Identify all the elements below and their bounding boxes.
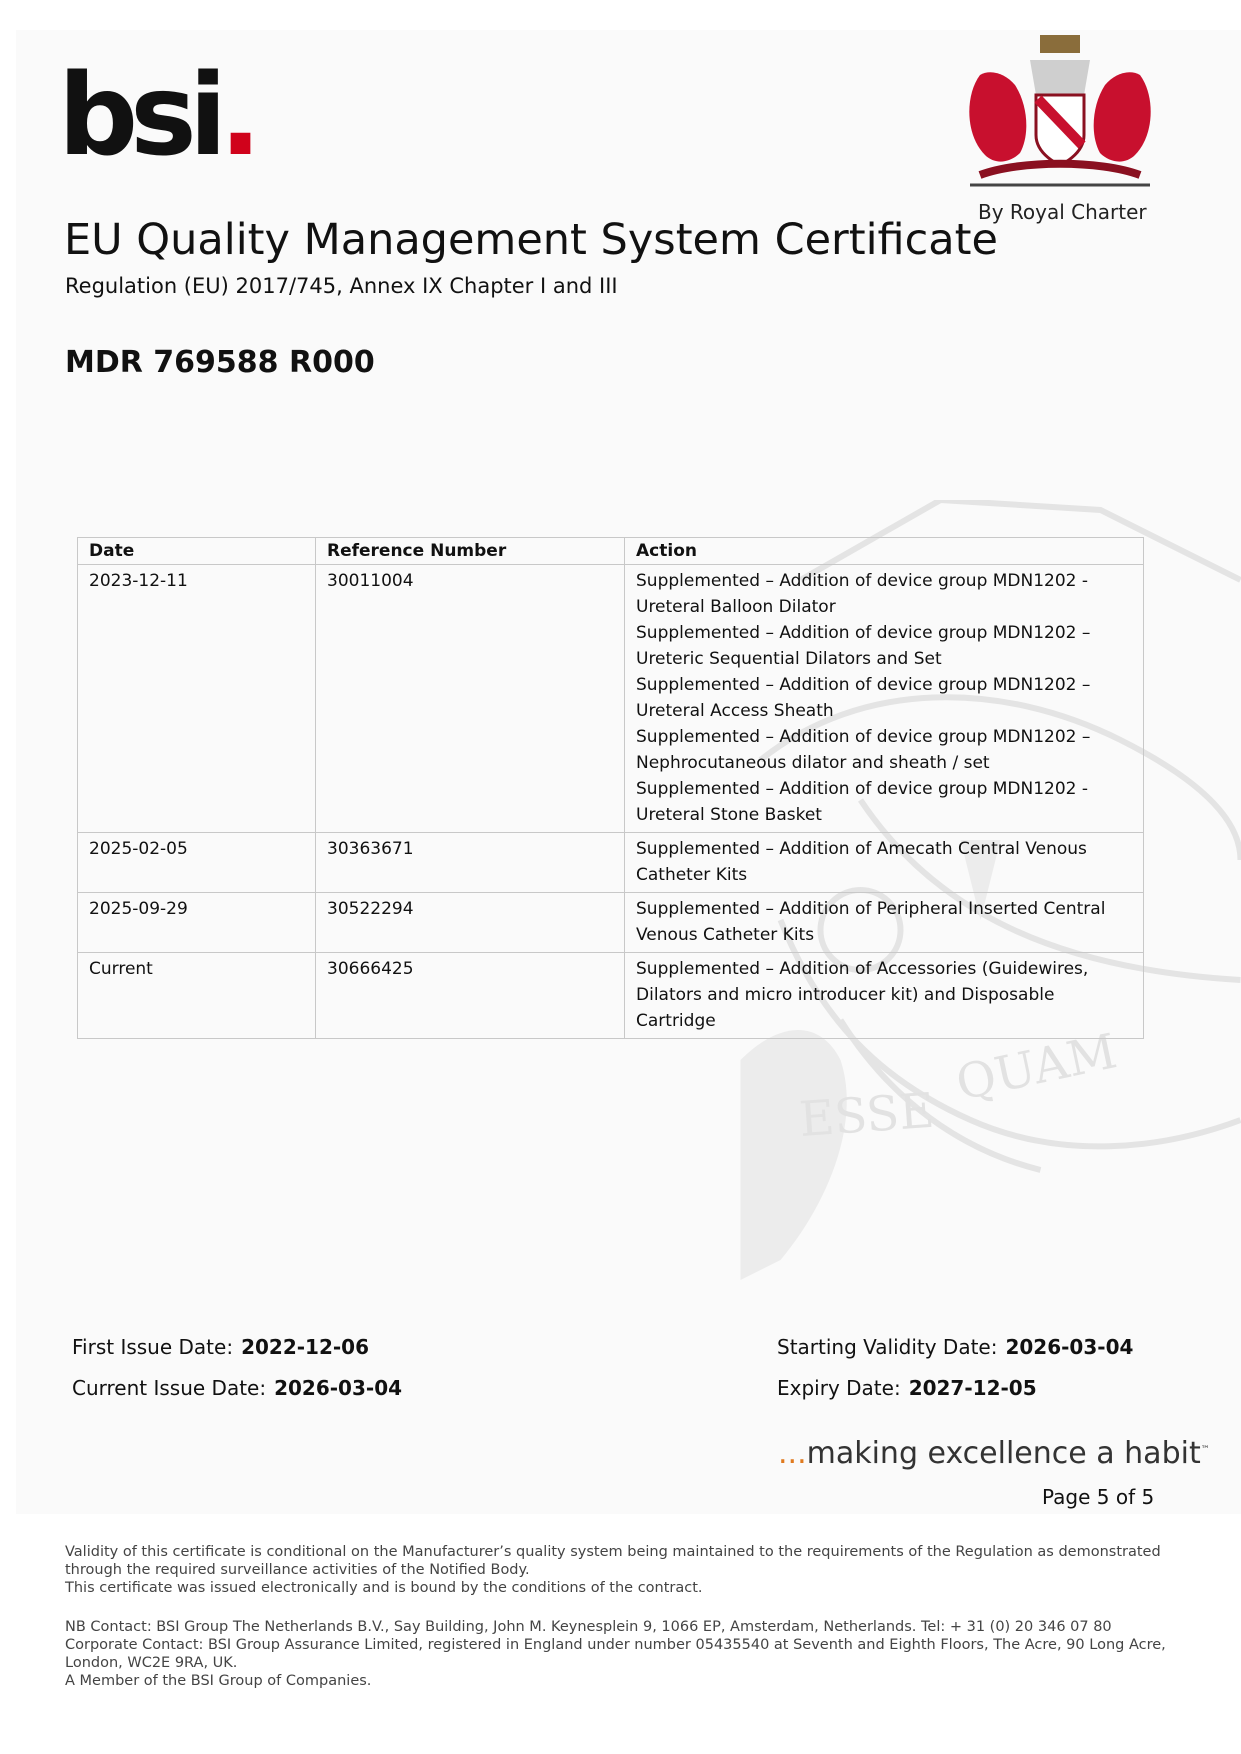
svg-text:ESSE: ESSE <box>797 1082 937 1148</box>
page-title: EU Quality Management System Certificate <box>64 215 998 265</box>
expiry-label: Expiry Date: <box>777 1376 901 1400</box>
column-header-reference: Reference Number <box>316 538 625 565</box>
action-cell <box>625 893 1144 953</box>
expiry-date <box>777 1376 1037 1400</box>
page-subtitle: Regulation (EU) 2017/745, Annex IX Chapter I and III <box>65 274 618 298</box>
starting-validity-label: Starting Validity Date: <box>777 1335 998 1359</box>
date-cell: 2023-12-11 <box>78 565 316 833</box>
action-line: Ureteral Balloon Dilator <box>636 597 836 617</box>
date-cell: 2025-02-05 <box>78 833 316 893</box>
first-issue-label: First Issue Date: <box>72 1335 234 1359</box>
reference-cell: 30522294 <box>316 893 625 953</box>
date-cell: Current <box>78 953 316 1039</box>
action-line: Supplemented – Addition of device group MDN1202 – <box>636 675 1091 695</box>
action-cell <box>625 833 1144 893</box>
action-line: Supplemented – Addition of Amecath Central Venous <box>636 839 1087 859</box>
current-issue-date <box>72 1376 402 1400</box>
first-issue-value: 2022-12-06 <box>241 1335 370 1359</box>
svg-text:QUAM: QUAM <box>951 1023 1122 1112</box>
current-issue-value: 2026-03-04 <box>274 1376 403 1400</box>
action-line: Ureteral Access Sheath <box>636 701 834 721</box>
column-header-date: Date <box>78 538 316 565</box>
date-cell: 2025-09-29 <box>78 893 316 953</box>
action-cell <box>625 565 1144 833</box>
action-line: Supplemented – Addition of Peripheral Inserted Central <box>636 899 1106 919</box>
action-line: Supplemented – Addition of device group MDN1202 – <box>636 727 1091 747</box>
certificate-number: MDR 769588 R000 <box>65 345 375 380</box>
expiry-value: 2027-12-05 <box>908 1376 1037 1400</box>
action-line: Supplemented – Addition of device group MDN1202 - <box>636 779 1089 799</box>
table-row <box>78 893 1144 953</box>
history-table <box>77 537 1144 1039</box>
action-line: Dilators and micro introducer kit) and Disposable Cartridge <box>636 985 1055 1031</box>
table-header-row <box>78 538 1144 565</box>
table-row <box>78 833 1144 893</box>
reference-cell: 30363671 <box>316 833 625 893</box>
table-row <box>78 953 1144 1039</box>
contact-note: NB Contact: BSI Group The Netherlands B.V., Say Building, John M. Keynesplein 9, 1066 EP, Amsterdam, Netherlands. Tel: + 31 (0) 20 346 07 80 Corporate Contact: BSI Group Assurance Limited, registered in England under number 05435540 at Seventh and Eighth Floors, The Acre, 90 Long Acre, London, WC2E 9RA, UK. A Member of the BSI Group of Companies. <box>65 1619 1166 1689</box>
action-line: Catheter Kits <box>636 865 748 885</box>
royal-charter-crest-icon <box>960 35 1160 195</box>
action-line: Supplemented – Addition of Accessories (Guidewires, <box>636 959 1089 979</box>
reference-cell: 30011004 <box>316 565 625 833</box>
action-line: Venous Catheter Kits <box>636 925 815 945</box>
reference-cell: 30666425 <box>316 953 625 1039</box>
table-row <box>78 565 1144 833</box>
action-line: Ureteral Stone Basket <box>636 805 822 825</box>
bsi-logo: bsi. <box>58 51 254 181</box>
action-line: Supplemented – Addition of device group MDN1202 – <box>636 623 1091 643</box>
action-line: Ureteric Sequential Dilators and Set <box>636 649 942 669</box>
validity-note: Validity of this certificate is conditional on the Manufacturer’s quality system being maintained to the requirements of the Regulation as demonstrated through the required surveillance activities of the Notified Body. This certificate was issued electronically and is bound by the conditions of the contract. <box>65 1544 1161 1596</box>
starting-validity-date <box>777 1335 1133 1359</box>
current-issue-label: Current Issue Date: <box>72 1376 267 1400</box>
slogan: ...making excellence a habit™ <box>778 1436 1210 1471</box>
first-issue-date <box>72 1335 369 1359</box>
action-cell <box>625 953 1144 1039</box>
royal-charter-label: By Royal Charter <box>978 200 1147 224</box>
action-line: Supplemented – Addition of device group MDN1202 - <box>636 571 1089 591</box>
page-number: Page 5 of 5 <box>1042 1485 1155 1509</box>
action-line: Nephrocutaneous dilator and sheath / set <box>636 753 990 773</box>
starting-validity-value: 2026-03-04 <box>1005 1335 1134 1359</box>
column-header-action: Action <box>625 538 1144 565</box>
